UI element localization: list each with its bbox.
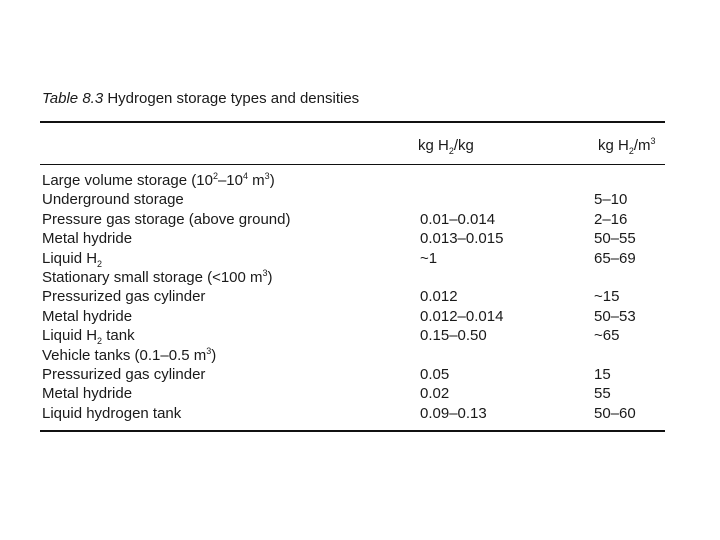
table-row bbox=[42, 250, 665, 269]
row-label: Liquid hydrogen tank bbox=[42, 404, 182, 422]
table-row bbox=[42, 405, 665, 424]
value-kg-per-m3: 55 bbox=[594, 385, 611, 403]
row-label: Pressurized gas cylinder bbox=[42, 365, 206, 383]
table-row bbox=[42, 308, 665, 327]
table-row bbox=[42, 288, 665, 307]
value-kg-per-kg: 0.15–0.50 bbox=[420, 327, 487, 345]
row-label: Large volume storage ($10^2-10^4$ $m^3$) bbox=[42, 171, 275, 189]
value-kg-per-kg: 0.01–0.014 bbox=[420, 210, 496, 228]
value-kg-per-m3: ~15 bbox=[594, 288, 620, 306]
header-rule bbox=[40, 164, 665, 165]
top-rule bbox=[40, 121, 665, 123]
value-kg-per-kg: 0.09–0.13 bbox=[420, 404, 487, 422]
row-label: Pressurized gas cylinder bbox=[42, 288, 206, 306]
table-body bbox=[42, 172, 665, 424]
value-kg-per-m3: 50–55 bbox=[594, 230, 636, 248]
table-caption bbox=[42, 90, 359, 107]
value-kg-per-m3: 5–10 bbox=[594, 191, 628, 209]
table-row bbox=[42, 269, 665, 288]
row-label: Metal hydride bbox=[42, 385, 133, 403]
table-row bbox=[42, 191, 665, 210]
row-label: Liquid $H_2$ bbox=[42, 249, 103, 269]
value-kg-per-kg: 0.05 bbox=[420, 365, 450, 383]
table-row bbox=[42, 230, 665, 249]
value-kg-per-kg: ~1 bbox=[420, 249, 438, 267]
table-number: Table 8.3 bbox=[42, 90, 104, 107]
value-kg-per-m3: 2–16 bbox=[594, 210, 628, 228]
value-kg-per-m3: 65–69 bbox=[594, 249, 636, 267]
table-row bbox=[42, 347, 665, 366]
table-row bbox=[42, 211, 665, 230]
table-row bbox=[42, 172, 665, 191]
table-title: Hydrogen storage types and densities bbox=[107, 90, 360, 107]
column-header-kg-per-kg: kg $H_2/kg$ bbox=[418, 137, 474, 156]
table-row bbox=[42, 327, 665, 346]
value-kg-per-kg: 0.012–0.014 bbox=[420, 307, 504, 325]
row-label: Vehicle tanks (0.1–0.5 $m^3$) bbox=[42, 345, 217, 364]
column-header-kg-per-m3: kg $H_2/m^3$ bbox=[598, 136, 656, 156]
value-kg-per-m3: 50–60 bbox=[594, 404, 636, 422]
row-label: Stationary small storage (<100 $m^3$) bbox=[42, 267, 273, 286]
value-kg-per-m3: 50–53 bbox=[594, 307, 636, 325]
table-row bbox=[42, 385, 665, 404]
table-row bbox=[42, 366, 665, 385]
row-label: Liquid $H_2$ tank bbox=[42, 327, 135, 347]
value-kg-per-kg: 0.013–0.015 bbox=[420, 230, 504, 248]
value-kg-per-kg: 0.012 bbox=[420, 288, 458, 306]
row-label: Underground storage bbox=[42, 191, 184, 209]
row-label: Metal hydride bbox=[42, 230, 133, 248]
value-kg-per-m3: ~65 bbox=[594, 327, 620, 345]
bottom-rule bbox=[40, 430, 665, 432]
value-kg-per-kg: 0.02 bbox=[420, 385, 450, 403]
value-kg-per-m3: 15 bbox=[594, 365, 611, 383]
row-label: Metal hydride bbox=[42, 307, 133, 325]
row-label: Pressure gas storage (above ground) bbox=[42, 210, 291, 228]
